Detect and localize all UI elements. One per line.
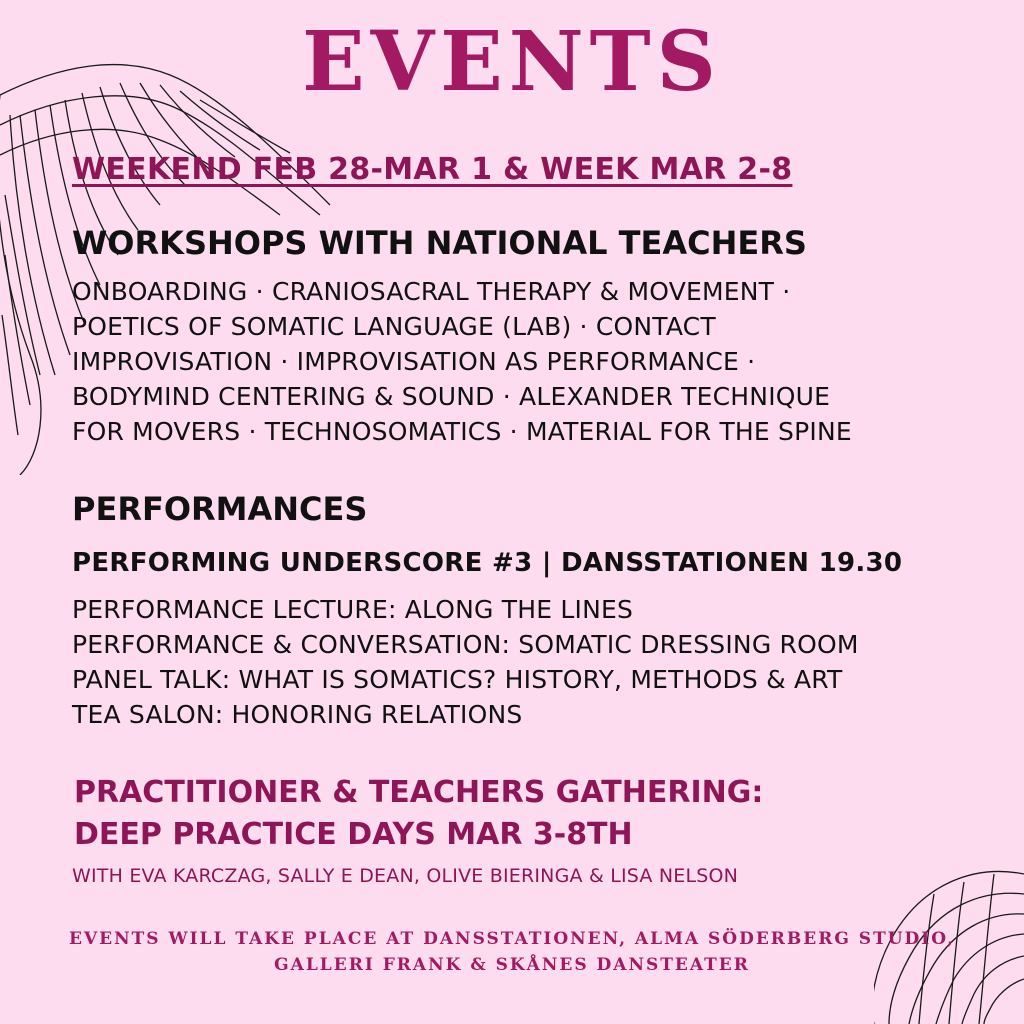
workshops-heading: WORKSHOPS WITH NATIONAL TEACHERS — [72, 224, 807, 262]
workshops-line: FOR MOVERS · TECHNOSOMATICS · MATERIAL FOR THE SPINE — [72, 417, 852, 446]
performances-list — [72, 592, 859, 732]
performances-heading: PERFORMANCES — [72, 490, 368, 528]
gathering-line: PRACTITIONER & TEACHERS GATHERING: — [74, 775, 764, 810]
workshops-line: POETICS OF SOMATIC LANGUAGE (LAB) · CONTACT — [72, 312, 716, 341]
performance-item: PANEL TALK: WHAT IS SOMATICS? HISTORY, METHODS & ART — [72, 665, 843, 694]
workshops-line: BODYMIND CENTERING & SOUND · ALEXANDER TECHNIQUE — [72, 382, 831, 411]
gathering-heading — [74, 772, 763, 856]
venue-line: EVENTS WILL TAKE PLACE AT DANSSTATIONEN, ALMA SÖDERBERG STUDIO, — [69, 929, 955, 949]
gathering-line: DEEP PRACTICE DAYS MAR 3-8TH — [74, 817, 633, 852]
workshops-line: ONBOARDING · CRANIOSACRAL THERAPY & MOVEMENT · — [72, 277, 791, 306]
page-title: EVENTS — [302, 14, 722, 110]
workshops-line: IMPROVISATION · IMPROVISATION AS PERFORMANCE · — [72, 347, 756, 376]
performance-item: PERFORMANCE LECTURE: ALONG THE LINES — [72, 595, 634, 624]
event-dates: WEEKEND FEB 28-MAR 1 & WEEK MAR 2-8 — [72, 152, 793, 187]
venue-line: GALLERI FRANK & SKÅNES DANSTEATER — [274, 955, 750, 975]
performance-item: PERFORMANCE & CONVERSATION: SOMATIC DRESSING ROOM — [72, 630, 859, 659]
performance-item: TEA SALON: HONORING RELATIONS — [72, 700, 523, 729]
gathering-teachers: WITH EVA KARCZAG, SALLY E DEAN, OLIVE BIERINGA & LISA NELSON — [72, 865, 739, 887]
venue-footer — [0, 926, 1024, 978]
workshops-list — [72, 274, 852, 449]
performances-subheading: PERFORMING UNDERSCORE #3 | DANSSTATIONEN 19.30 — [72, 548, 903, 578]
